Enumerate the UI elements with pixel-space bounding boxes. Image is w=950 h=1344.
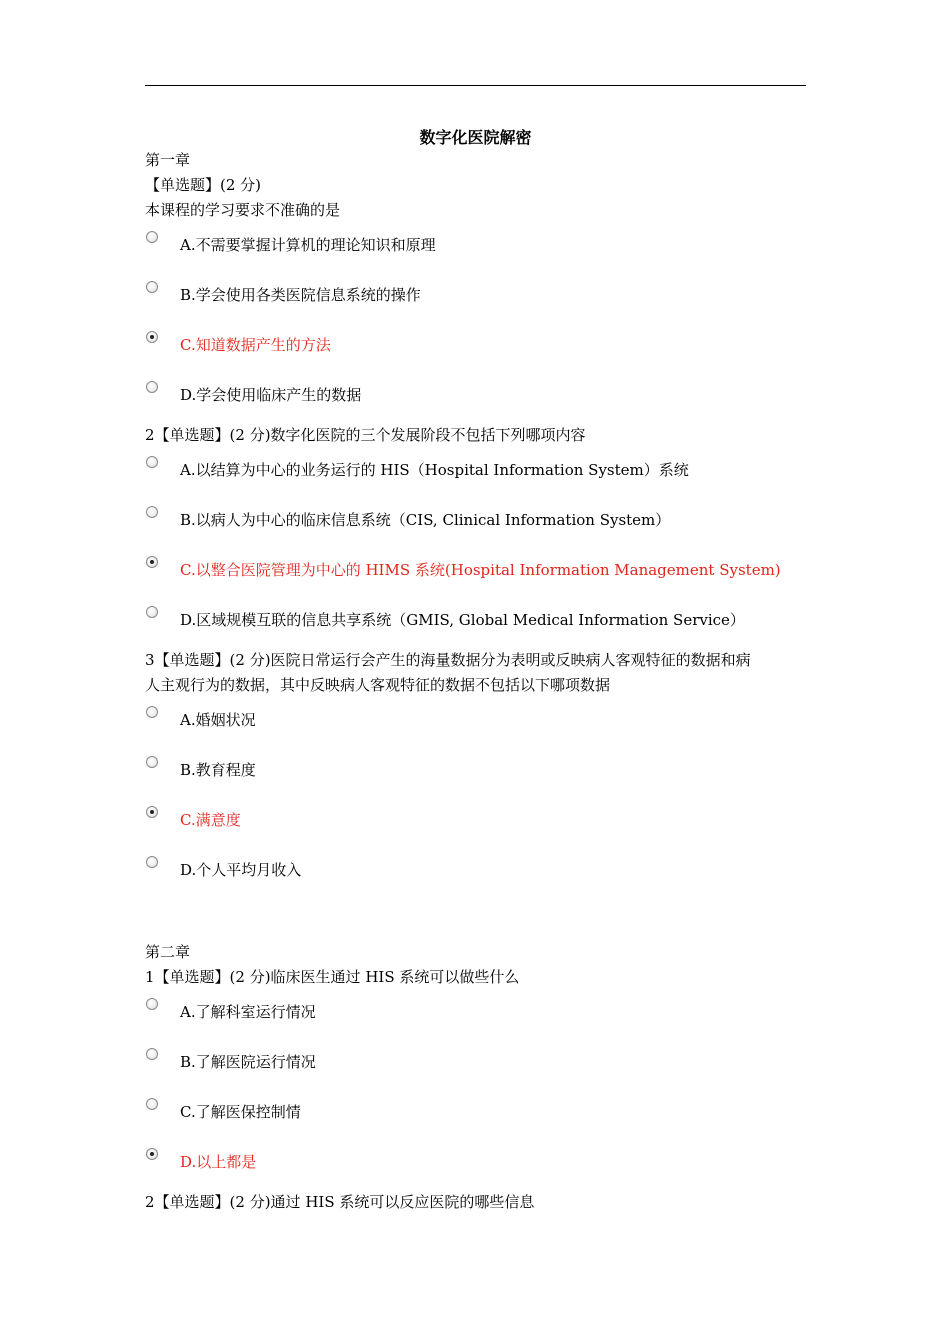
radio-button-icon[interactable]	[146, 998, 158, 1010]
header-rule	[145, 85, 806, 86]
ch1-q2-option-c[interactable]	[145, 548, 810, 598]
radio-button-icon[interactable]	[146, 756, 158, 768]
radio-button-icon[interactable]	[146, 1048, 158, 1060]
document-title: 数字化医院解密	[419, 128, 532, 147]
ch1-q1-option-a[interactable]	[145, 223, 810, 273]
ch1-q2-option-a[interactable]	[145, 448, 810, 498]
ch1-q3-option-b[interactable]	[145, 748, 810, 798]
option-label: D.以上都是	[180, 1153, 257, 1171]
option-label: B.教育程度	[180, 761, 256, 779]
radio-button-icon[interactable]	[146, 706, 158, 718]
radio-button-icon[interactable]	[146, 1098, 158, 1110]
ch2-q1-option-b[interactable]	[145, 1040, 810, 1090]
option-label: A.不需要掌握计算机的理论知识和原理	[180, 236, 436, 254]
radio-button-icon[interactable]	[146, 856, 158, 868]
radio-button-checked-icon[interactable]	[146, 806, 158, 818]
option-label: C.了解医保控制情	[180, 1103, 301, 1121]
chapter-gap	[145, 898, 810, 940]
option-label: A.了解科室运行情况	[180, 1003, 316, 1021]
radio-button-icon[interactable]	[146, 231, 158, 243]
radio-button-icon[interactable]	[146, 456, 158, 468]
radio-button-checked-icon[interactable]	[146, 1148, 158, 1160]
radio-button-icon[interactable]	[146, 381, 158, 393]
radio-button-checked-icon[interactable]	[146, 556, 158, 568]
option-label: A.以结算为中心的业务运行的 HIS（Hospital Information System）系统	[180, 461, 689, 479]
option-label: B.以病人为中心的临床信息系统（CIS, Clinical Information System）	[180, 511, 671, 529]
radio-button-icon[interactable]	[146, 606, 158, 618]
ch1-q3-text-line-2: 人主观行为的数据，其中反映病人客观特征的数据不包括以下哪项数据	[145, 676, 611, 694]
ch1-q3-text-line-1: 3【单选题】(2 分)医院日常运行会产生的海量数据分为表明或反映病人客观特征的数据和病	[145, 651, 751, 669]
radio-button-icon[interactable]	[146, 281, 158, 293]
chapter-1-heading: 第一章	[145, 151, 191, 169]
ch2-q1-option-c[interactable]	[145, 1090, 810, 1140]
ch1-q3-option-c[interactable]	[145, 798, 810, 848]
option-label: D.个人平均月收入	[180, 861, 302, 879]
ch1-q1-type: 【单选题】(2 分)	[145, 176, 262, 194]
option-label: C.以整合医院管理为中心的 HIMS 系统(Hospital Information Management System)	[180, 561, 781, 579]
ch2-q2-text: 2【单选题】(2 分)通过 HIS 系统可以反应医院的哪些信息	[145, 1193, 535, 1211]
ch2-q1-text: 1【单选题】(2 分)临床医生通过 HIS 系统可以做些什么	[145, 968, 520, 986]
document-body	[145, 148, 810, 1215]
ch1-q1-option-c[interactable]	[145, 323, 810, 373]
ch1-q1-option-b[interactable]	[145, 273, 810, 323]
option-label: D.区域规模互联的信息共享系统（GMIS, Global Medical Information Service）	[180, 611, 745, 629]
ch2-q1-option-a[interactable]	[145, 990, 810, 1040]
ch1-q2-option-b[interactable]	[145, 498, 810, 548]
ch1-q1-text: 本课程的学习要求不准确的是	[145, 201, 341, 219]
option-label: D.学会使用临床产生的数据	[180, 386, 362, 404]
ch1-q1-option-d[interactable]	[145, 373, 810, 423]
ch1-q3-option-a[interactable]	[145, 698, 810, 748]
ch1-q2-option-d[interactable]	[145, 598, 810, 648]
ch1-q2-text: 2【单选题】(2 分)数字化医院的三个发展阶段不包括下列哪项内容	[145, 426, 586, 444]
ch1-q3-option-d[interactable]	[145, 848, 810, 898]
chapter-2-heading: 第二章	[145, 943, 191, 961]
radio-button-checked-icon[interactable]	[146, 331, 158, 343]
ch2-q1-option-d[interactable]	[145, 1140, 810, 1190]
radio-button-icon[interactable]	[146, 506, 158, 518]
option-label: B.了解医院运行情况	[180, 1053, 316, 1071]
option-label: B.学会使用各类医院信息系统的操作	[180, 286, 421, 304]
option-label: C.知道数据产生的方法	[180, 336, 331, 354]
option-label: C.满意度	[180, 811, 241, 829]
option-label: A.婚姻状况	[180, 711, 256, 729]
